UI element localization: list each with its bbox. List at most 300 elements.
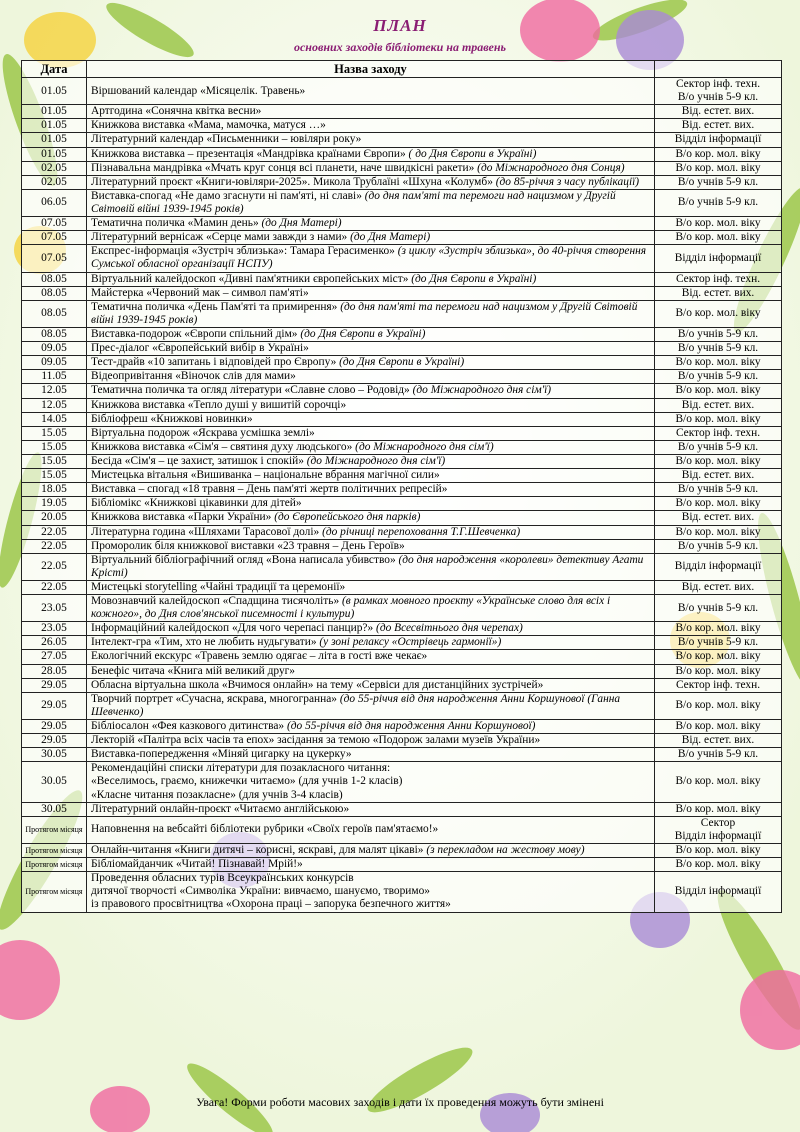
table-row — [22, 356, 782, 370]
department-line: В/о кор. мол. віку — [675, 307, 761, 320]
event-date: 12.05 — [22, 398, 87, 412]
table-row — [22, 553, 782, 580]
event-name-line: Літературна година «Шляхами Тарасової долі» — [91, 525, 323, 538]
table-row — [22, 622, 782, 636]
department-line: В/о учнів 5-9 кл. — [677, 91, 759, 104]
event-occasion: (до 55-річчя від дня народження Анни Коршунової) — [286, 720, 536, 733]
event-department — [655, 384, 782, 398]
event-name — [87, 553, 655, 580]
table-row — [22, 147, 782, 161]
event-name — [87, 245, 655, 272]
department-line: В/о учнів 5-9 кл. — [677, 370, 759, 383]
event-name-line: Пізнавальна мандрівка «Мчать круг сонця всі планети, наче швидкісні ракети» — [91, 161, 478, 174]
department-line: Сектор інф. техн. — [675, 426, 761, 439]
event-name — [87, 356, 655, 370]
event-date: 22.05 — [22, 525, 87, 539]
event-name — [87, 858, 655, 872]
event-date: 30.05 — [22, 762, 87, 802]
department-line: Від. естет. вих. — [681, 469, 755, 482]
table-row — [22, 161, 782, 175]
event-date: Протягом місяця — [22, 816, 87, 843]
event-name — [87, 454, 655, 468]
event-date: 08.05 — [22, 300, 87, 327]
event-occasion: (до Дня Європи в Україні) — [300, 327, 426, 340]
event-name — [87, 469, 655, 483]
table-row — [22, 720, 782, 734]
event-department — [655, 664, 782, 678]
event-department — [655, 272, 782, 286]
event-name-line: Тематична поличка та огляд літератури «Славне слово – Родовід» — [91, 384, 413, 397]
department-line: Відділ інформації — [674, 133, 762, 146]
event-name — [87, 300, 655, 327]
event-name — [87, 762, 655, 802]
event-occasion: (до Міжнародного дня Сонця) — [477, 161, 625, 174]
event-occasion: (до дня пам'яті та перемоги над нацизмом у Другій Світовій війні 1939-1945 років) — [91, 300, 638, 326]
event-name-line: Онлайн-читання «Книги дитячі – корисні, яскраві, для малят цікаві» — [91, 844, 427, 857]
event-department — [655, 816, 782, 843]
department-line: В/о кор. мол. віку — [675, 147, 761, 160]
event-name-line: Віртуальний калейдоскоп «Дивні пам'ятники європейських міст» — [91, 272, 412, 285]
department-line: В/о кор. мол. віку — [675, 650, 761, 663]
table-row — [22, 286, 782, 300]
department-line: В/о кор. мол. віку — [675, 231, 761, 244]
event-date: 22.05 — [22, 539, 87, 553]
event-name-line: «Веселимось, граємо, книжечки читаємо» (для учнів 1-2 класів) — [91, 775, 403, 788]
table-row — [22, 342, 782, 356]
event-name — [87, 595, 655, 622]
event-name — [87, 119, 655, 133]
event-date: 28.05 — [22, 664, 87, 678]
event-department — [655, 356, 782, 370]
event-name-line: Літературний проєкт «Книги-ювіляри-2025». Микола Трублаїні «Шхуна «Колумб» — [91, 175, 496, 188]
table-row — [22, 650, 782, 664]
event-name-line: Рекомендаційні списки літератури для позакласного читання: — [91, 762, 391, 775]
table-row — [22, 539, 782, 553]
table-row — [22, 133, 782, 147]
event-name-line: Літературний онлайн-проєкт «Читаємо англійською» — [91, 802, 350, 815]
event-date: 29.05 — [22, 678, 87, 692]
event-occasion: (в рамках мовного проєкту «Українське слово для всіх і кожного», до Дня слов'янської писемності і культури) — [91, 595, 611, 621]
event-name-line: Книжкова виставка «Парки України» — [91, 511, 275, 524]
table-row — [22, 398, 782, 412]
event-name-line: Прес-діалог «Європейський вибір в Україні» — [91, 342, 309, 355]
event-name-line: Екологічний екскурс «Травень землю одягає – літа в гості вже чекає» — [91, 650, 428, 663]
event-name — [87, 105, 655, 119]
department-line: В/о кор. мол. віку — [675, 664, 761, 677]
event-date: 01.05 — [22, 133, 87, 147]
event-date: 01.05 — [22, 147, 87, 161]
event-name-line: Обласна віртуальна школа «Вчимося онлайн» на тему «Сервіси для дистанційних зустрічей» — [91, 678, 544, 691]
table-row — [22, 483, 782, 497]
event-department — [655, 217, 782, 231]
event-department — [655, 844, 782, 858]
event-date: 30.05 — [22, 748, 87, 762]
department-line: В/о учнів 5-9 кл. — [677, 539, 759, 552]
event-name-line: Проморолик біля книжкової виставки «23 травня – День Героїв» — [91, 539, 405, 552]
event-name — [87, 511, 655, 525]
event-name — [87, 133, 655, 147]
event-name-line: Наповнення на вебсайті бібліотеки рубрики «Своїх героїв пам'ятаємо!» — [91, 823, 439, 836]
event-date: 27.05 — [22, 650, 87, 664]
footer-note: Увага! Форми роботи масових заходів і дати їх проведення можуть бути змінені — [196, 1095, 604, 1109]
event-occasion: (з циклу «Зустріч зблизька», до 40-річчя створення Сумської обласної організації НСПУ) — [91, 245, 647, 271]
event-name — [87, 539, 655, 553]
event-name — [87, 664, 655, 678]
event-department — [655, 692, 782, 719]
table-row — [22, 692, 782, 719]
event-name — [87, 483, 655, 497]
event-date: 15.05 — [22, 426, 87, 440]
department-line: Сектор інф. техн. — [675, 78, 761, 90]
event-name — [87, 872, 655, 912]
event-department — [655, 133, 782, 147]
event-department — [655, 469, 782, 483]
event-department — [655, 454, 782, 468]
table-row — [22, 78, 782, 105]
event-name — [87, 272, 655, 286]
event-name — [87, 412, 655, 426]
table-row — [22, 525, 782, 539]
event-name-line: Бенефіс читача «Книга мій великий друг» — [91, 664, 296, 677]
event-name-line: Тест-драйв «10 запитань і відповідей про Європу» — [91, 356, 340, 369]
event-department — [655, 580, 782, 594]
event-name-line: із правового просвітництва «Охорона праці – запорука безпечного життя» — [91, 898, 451, 911]
event-name-line: Віртуальна подорож «Яскрава усмішка землі» — [91, 426, 315, 439]
event-date: 15.05 — [22, 469, 87, 483]
event-name-line: Виставка-попередження «Міняй цигарку на цукерку» — [91, 748, 352, 761]
event-occasion: (до Дня Матері) — [261, 217, 342, 230]
department-line: Відділ інформації — [674, 885, 762, 898]
header-name: Назва заходу — [87, 61, 655, 78]
event-department — [655, 426, 782, 440]
department-line: В/о кор. мол. віку — [675, 497, 761, 510]
event-date: 19.05 — [22, 497, 87, 511]
event-department — [655, 286, 782, 300]
department-line: Від. естет. вих. — [681, 286, 755, 299]
department-line: В/о учнів 5-9 кл. — [677, 601, 759, 614]
department-line: Від. естет. вих. — [681, 734, 755, 747]
table-row — [22, 272, 782, 286]
table-row — [22, 511, 782, 525]
event-date: 12.05 — [22, 384, 87, 398]
event-name — [87, 844, 655, 858]
event-department — [655, 858, 782, 872]
event-occasion: (до дня народження «королеви» детективу Агати Крісті) — [91, 553, 644, 579]
event-occasion: (у зоні релаксу «Острівець гармонії») — [319, 636, 502, 649]
event-department — [655, 147, 782, 161]
event-department — [655, 245, 782, 272]
event-occasion: (до Міжнародного дня сім'ї) — [306, 454, 446, 467]
event-date: 14.05 — [22, 412, 87, 426]
department-line: В/о кор. мол. віку — [675, 161, 761, 174]
event-date: 07.05 — [22, 217, 87, 231]
department-line: В/о кор. мол. віку — [675, 699, 761, 712]
event-date: 01.05 — [22, 78, 87, 105]
table-row — [22, 497, 782, 511]
event-name-line: Виставка – спогад «18 травня – День пам'яті жертв політичних репресій» — [91, 483, 448, 496]
department-line: Відділ інформації — [674, 829, 762, 842]
event-name — [87, 342, 655, 356]
event-date: 09.05 — [22, 356, 87, 370]
department-line: В/о учнів 5-9 кл. — [677, 342, 759, 355]
event-name — [87, 525, 655, 539]
event-occasion: ( до Дня Європи в Україні) — [408, 147, 537, 160]
department-line: В/о кор. мол. віку — [675, 844, 761, 857]
event-department — [655, 161, 782, 175]
table-row — [22, 469, 782, 483]
event-department — [655, 872, 782, 912]
table-row — [22, 370, 782, 384]
event-name — [87, 580, 655, 594]
table-row — [22, 664, 782, 678]
event-name — [87, 692, 655, 719]
event-department — [655, 119, 782, 133]
event-occasion: (до Дня Європи в Україні) — [411, 272, 537, 285]
department-line: В/о учнів 5-9 кл. — [677, 483, 759, 496]
page-subtitle: основних заходів бібліотеки на травень — [293, 40, 506, 54]
department-line: Відділ інформації — [674, 560, 762, 573]
event-department — [655, 342, 782, 356]
event-date: 08.05 — [22, 327, 87, 341]
table-row — [22, 175, 782, 189]
event-date: 06.05 — [22, 189, 87, 216]
event-date: 01.05 — [22, 119, 87, 133]
department-line: В/о кор. мол. віку — [675, 775, 761, 788]
department-line: В/о кор. мол. віку — [675, 412, 761, 425]
event-department — [655, 539, 782, 553]
event-department — [655, 370, 782, 384]
department-line: В/о учнів 5-9 кл. — [677, 440, 759, 453]
table-row — [22, 426, 782, 440]
event-name-line: Виставка-подорож «Європи спільний дім» — [91, 327, 301, 340]
event-department — [655, 483, 782, 497]
event-name-line: Артгодина «Сонячна квітка весни» — [91, 105, 262, 118]
table-row — [22, 678, 782, 692]
table-row — [22, 412, 782, 426]
event-name — [87, 440, 655, 454]
department-line: В/о кор. мол. віку — [675, 622, 761, 635]
event-name — [87, 426, 655, 440]
event-name — [87, 636, 655, 650]
event-occasion: (до Дня Матері) — [350, 231, 431, 244]
event-occasion: (до річниці перепоховання Т.Г.Шевченка) — [322, 525, 521, 538]
event-occasion: (з перекладом на жестову мову) — [426, 844, 585, 857]
event-department — [655, 398, 782, 412]
department-line: В/о кор. мол. віку — [675, 384, 761, 397]
event-date: 22.05 — [22, 553, 87, 580]
department-line: В/о учнів 5-9 кл. — [677, 748, 759, 761]
table-row — [22, 816, 782, 843]
event-name — [87, 231, 655, 245]
event-name — [87, 384, 655, 398]
event-name-line: Мистецька вітальня «Вишиванка – національне вбрання магічної сили» — [91, 469, 440, 482]
table-row — [22, 844, 782, 858]
event-date: 15.05 — [22, 454, 87, 468]
table-row — [22, 300, 782, 327]
table-row — [22, 327, 782, 341]
event-name — [87, 398, 655, 412]
table-row — [22, 595, 782, 622]
table-header-row — [22, 61, 782, 78]
event-date: Протягом місяця — [22, 858, 87, 872]
event-date: 23.05 — [22, 595, 87, 622]
department-line: В/о учнів 5-9 кл. — [677, 196, 759, 209]
table-row — [22, 734, 782, 748]
event-name-line: Лекторій «Палітра всіх часів та епох» засідання за темою «Подорож залами музеїв України» — [91, 734, 541, 747]
event-name-line: Тематична поличка «Мамин день» — [91, 217, 262, 230]
department-line: В/о учнів 5-9 кл. — [677, 175, 759, 188]
event-name — [87, 816, 655, 843]
event-date: 11.05 — [22, 370, 87, 384]
event-date: Протягом місяця — [22, 844, 87, 858]
event-occasion: (до дня пам'яті та перемоги над нацизмом у Другій Світовій війні 1939-1945 років) — [91, 189, 616, 215]
event-date: 29.05 — [22, 720, 87, 734]
event-occasion: (до Всесвітнього дня черепах) — [376, 622, 523, 635]
event-name — [87, 147, 655, 161]
event-name-line: Творчий портрет «Сучасна, яскрава, многогранна» — [91, 692, 340, 705]
event-name — [87, 161, 655, 175]
event-department — [655, 762, 782, 802]
table-row — [22, 762, 782, 802]
event-name — [87, 370, 655, 384]
table-row — [22, 580, 782, 594]
event-name — [87, 802, 655, 816]
department-line: Сектор інф. техн. — [675, 272, 761, 285]
event-name-line: Книжкова виставка «Мама, мамочка, матуся …» — [91, 119, 326, 132]
table-row — [22, 872, 782, 912]
event-occasion: (до 55-річчя від дня народження Анни Коршунової (Ганна Шевченко) — [91, 692, 621, 718]
event-occasion: (до Дня Європи в Україні) — [339, 356, 465, 369]
event-department — [655, 678, 782, 692]
event-date: 08.05 — [22, 286, 87, 300]
event-date: 08.05 — [22, 272, 87, 286]
department-line: Сектор — [700, 816, 736, 829]
event-date: 09.05 — [22, 342, 87, 356]
event-date: 18.05 — [22, 483, 87, 497]
event-name — [87, 748, 655, 762]
events-table — [21, 60, 782, 913]
event-name-line: Бібліомікс «Книжкові цікавинки для дітей» — [91, 497, 302, 510]
table-row — [22, 384, 782, 398]
event-name-line: Літературний вернісаж «Серце мами завжди з нами» — [91, 231, 351, 244]
event-date: 26.05 — [22, 636, 87, 650]
header-audience — [655, 61, 782, 78]
department-line: Від. естет. вих. — [681, 105, 755, 118]
event-department — [655, 412, 782, 426]
event-name-line: Книжкова виставка «Тепло душі у вишитій сорочці» — [91, 398, 347, 411]
event-name — [87, 678, 655, 692]
event-department — [655, 650, 782, 664]
department-line: Від. естет. вих. — [681, 511, 755, 524]
department-line: В/о учнів 5-9 кл. — [677, 636, 759, 649]
event-date: 02.05 — [22, 175, 87, 189]
event-department — [655, 636, 782, 650]
event-name-line: Літературний календар «Письменники – ювіляри року» — [91, 133, 362, 146]
event-department — [655, 802, 782, 816]
event-name — [87, 622, 655, 636]
event-name-line: дитячої творчості «Символіка України: вивчаємо, шануємо, творимо» — [91, 885, 430, 898]
event-name-line: Книжкова виставка «Сім'я – святиня духу людського» — [91, 440, 356, 453]
event-name — [87, 78, 655, 105]
event-name-line: Бібліомайданчик «Читай! Пізнавай! Мрій!» — [91, 858, 303, 871]
department-line: Відділ інформації — [674, 251, 762, 264]
event-name-line: Відеопривітання «Віночок слів для мами» — [91, 370, 296, 383]
table-row — [22, 189, 782, 216]
event-department — [655, 734, 782, 748]
event-name-line: Тематична поличка «День Пам'яті та примирення» — [91, 300, 341, 313]
event-occasion: (до Міжнародного дня сім'ї) — [355, 440, 494, 453]
event-name-line: «Класне читання позакласне» (для учнів 3-4 класів) — [91, 788, 343, 801]
department-line: В/о кор. мол. віку — [675, 217, 761, 230]
event-name — [87, 720, 655, 734]
event-occasion: (до 85-річчя з часу публікації) — [495, 175, 640, 188]
event-department — [655, 497, 782, 511]
event-name-line: Книжкова виставка – презентація «Мандрівка країнами Європи» — [91, 147, 409, 160]
event-department — [655, 511, 782, 525]
event-department — [655, 105, 782, 119]
event-department — [655, 78, 782, 105]
event-date: 29.05 — [22, 692, 87, 719]
event-department — [655, 175, 782, 189]
department-line: Сектор інф. техн. — [675, 678, 761, 691]
event-department — [655, 622, 782, 636]
department-line: В/о кор. мол. віку — [675, 454, 761, 467]
department-line: В/о кор. мол. віку — [675, 720, 761, 733]
event-date: 07.05 — [22, 231, 87, 245]
event-name — [87, 327, 655, 341]
table-row — [22, 440, 782, 454]
event-name — [87, 286, 655, 300]
event-date: 20.05 — [22, 511, 87, 525]
event-name-line: Віртуальний бібліографічний огляд «Вона написала убивство» — [91, 553, 399, 566]
department-line: В/о кор. мол. віку — [675, 356, 761, 369]
event-name-line: Бібліофреш «Книжкові новинки» — [91, 412, 253, 425]
department-line: В/о кор. мол. віку — [675, 525, 761, 538]
table-row — [22, 858, 782, 872]
event-date: Протягом місяця — [22, 872, 87, 912]
table-body — [22, 78, 782, 913]
department-line: Від. естет. вих. — [681, 398, 755, 411]
event-date: 29.05 — [22, 734, 87, 748]
event-name-line: Проведення обласних турів Всеукраїнських конкурсів — [91, 872, 354, 885]
event-name-line: Бібліосалон «Фея казкового дитинства» — [91, 720, 287, 733]
event-date: 07.05 — [22, 245, 87, 272]
event-name-line: Виставка-спогад «Не дамо згаснути ні пам'яті, ні славі» — [91, 189, 365, 202]
event-date: 15.05 — [22, 440, 87, 454]
event-department — [655, 553, 782, 580]
table-row — [22, 105, 782, 119]
event-name-line: Майстерка «Червоний мак – символ пам'яті» — [91, 286, 309, 299]
event-name-line: Віршований календар «Місяцелік. Травень» — [91, 84, 306, 97]
event-occasion: (до Міжнародного дня сім'ї) — [412, 384, 552, 397]
event-name — [87, 650, 655, 664]
event-name-line: Інформаційний калейдоскоп «Для чого черепасі панцир?» — [91, 622, 377, 635]
table-row — [22, 636, 782, 650]
event-date: 30.05 — [22, 802, 87, 816]
event-department — [655, 720, 782, 734]
event-date: 23.05 — [22, 622, 87, 636]
event-name — [87, 497, 655, 511]
table-row — [22, 748, 782, 762]
department-line: В/о кор. мол. віку — [675, 858, 761, 871]
event-date: 02.05 — [22, 161, 87, 175]
event-date: 22.05 — [22, 580, 87, 594]
event-name-line: Експрес-інформація «Зустріч зблизька»: Тамара Герасименко» — [91, 245, 398, 258]
table-row — [22, 231, 782, 245]
department-line: Від. естет. вих. — [681, 580, 755, 593]
event-name — [87, 189, 655, 216]
table-row — [22, 802, 782, 816]
